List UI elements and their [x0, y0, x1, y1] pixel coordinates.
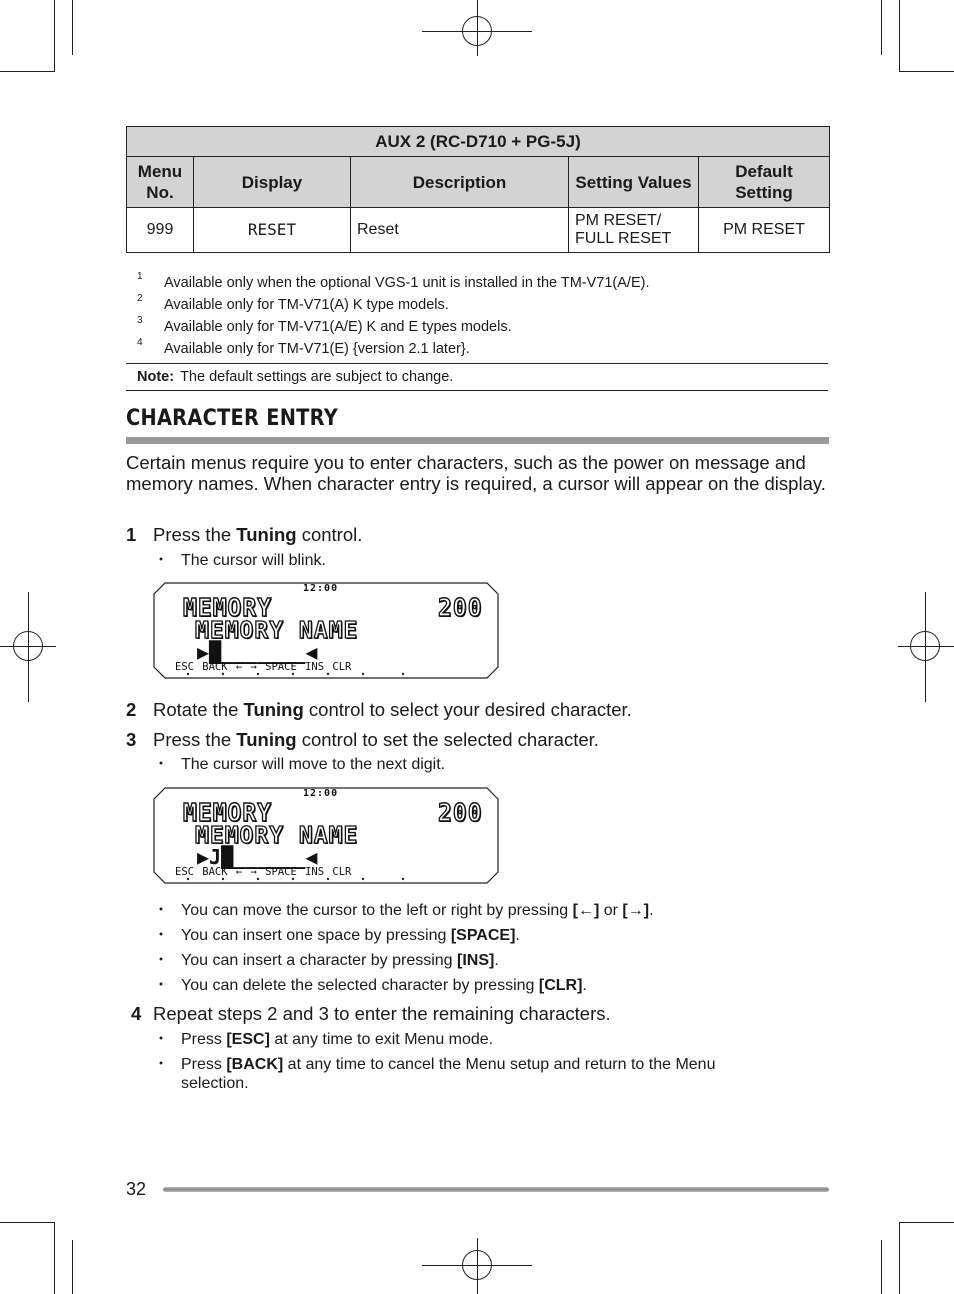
bullet-text: The cursor will blink. — [181, 552, 326, 569]
col-setting-values: Setting Values — [569, 157, 699, 208]
bullet-text — [181, 1055, 781, 1093]
footer-bar — [163, 1187, 829, 1192]
cell-default: PM RESET — [699, 208, 830, 253]
footnote-text: Available only when the optional VGS-1 unit is installed in the TM-V71(A/E). — [164, 275, 650, 291]
bullet-text — [181, 976, 811, 995]
text-post: at any time to exit Menu mode. — [269, 1031, 494, 1048]
footnote-mark: 3 — [137, 315, 143, 326]
crop-mark — [899, 0, 900, 72]
lcd-clock: 12:00 — [303, 788, 339, 799]
text-mid: or — [599, 902, 623, 919]
bullet-text: The cursor will move to the next digit. — [181, 756, 446, 773]
bullet-mark: ・ — [153, 756, 170, 773]
cell-display: RESET — [194, 208, 351, 253]
lcd-soft-keys: ESC BACK ← → SPACE INS CLR — [175, 866, 352, 878]
crop-mark — [899, 71, 954, 72]
control-name: Tuning — [236, 524, 297, 545]
right-arrow-key: [→] — [622, 902, 650, 919]
col-description: Description — [351, 157, 569, 208]
note — [126, 363, 828, 391]
crop-mark — [72, 0, 73, 55]
step-text-pre: Rotate the — [153, 699, 244, 720]
crop-mark — [899, 1222, 954, 1223]
step-text — [153, 524, 362, 546]
ins-key: [INS] — [457, 952, 495, 969]
text-post: . — [494, 952, 499, 969]
crop-mark — [881, 1240, 882, 1294]
bullet-mark: ・ — [153, 1056, 170, 1073]
registration-mark — [462, 16, 492, 46]
setting-value-2: FULL RESET — [575, 230, 672, 247]
control-name: Tuning — [243, 699, 304, 720]
section-divider — [126, 437, 829, 444]
col-menu-no: Menu No. — [127, 157, 194, 208]
bullet-text — [181, 926, 811, 945]
col-default-setting: Default Setting — [699, 157, 830, 208]
lcd-channel: 200 — [438, 799, 483, 828]
bullet-mark: ・ — [153, 902, 170, 919]
registration-mark — [13, 631, 43, 661]
footnote — [126, 294, 830, 316]
table-title: AUX 2 (RC-D710 + PG-5J) — [127, 127, 830, 157]
section-title: CHARACTER ENTRY — [126, 406, 339, 431]
step-text: Repeat steps 2 and 3 to enter the remaining characters. — [153, 1003, 611, 1024]
step-number: 1 — [126, 524, 137, 545]
step-text-post: control to select your desired character. — [303, 699, 632, 720]
step-text — [153, 729, 599, 751]
note-text: The default settings are subject to change. — [180, 369, 454, 385]
cell-menu-no: 999 — [127, 208, 194, 253]
aux2-menu-table — [126, 126, 830, 253]
footnote-text: Available only for TM-V71(A) K type models. — [164, 297, 449, 313]
text-post: . — [649, 902, 654, 919]
note-label: Note: — [137, 369, 175, 385]
text-pre: You can insert a character by pressing — [181, 952, 458, 969]
intro-paragraph: Certain menus require you to enter characters, such as the power on message and memory names. When character entry is required, a cursor will appear on the display. — [126, 452, 826, 494]
footnote-mark: 2 — [137, 293, 143, 304]
lcd-entry-field: ▶█_______◀ — [197, 640, 318, 664]
step-number: 2 — [126, 699, 137, 720]
clr-key: [CLR] — [538, 977, 583, 994]
step-text-pre: Press the — [153, 729, 237, 750]
lcd-channel: 200 — [438, 594, 483, 623]
crop-mark — [899, 1222, 900, 1294]
text-post: . — [515, 927, 520, 944]
crop-mark — [72, 1240, 73, 1294]
text-pre: You can delete the selected character by pressing — [181, 977, 539, 994]
footnote — [126, 338, 830, 360]
footnote-text: Available only for TM-V71(E) {version 2.1 later}. — [164, 341, 470, 357]
table-row — [127, 208, 830, 253]
footnote-text: Available only for TM-V71(A/E) K and E types models. — [164, 319, 512, 335]
lcd-display-2 — [153, 787, 499, 884]
lcd-display-1 — [153, 582, 499, 679]
crop-mark — [0, 71, 55, 72]
page-number: 32 — [126, 1179, 147, 1199]
bullet-text — [181, 901, 811, 920]
text-post: at any time to cancel the Menu setup and return to the Menu selection. — [181, 1056, 716, 1092]
left-arrow-key: [←] — [572, 902, 600, 919]
lcd-item-name: MEMORY NAME — [195, 823, 359, 849]
text-pre: Press — [181, 1056, 227, 1073]
crop-mark — [54, 0, 55, 72]
lcd-clock: 12:00 — [303, 583, 339, 594]
bullet-text — [181, 951, 811, 970]
crop-mark — [0, 1222, 55, 1223]
bullet-mark: ・ — [153, 977, 170, 994]
bullet-mark: ・ — [153, 927, 170, 944]
crop-mark — [881, 0, 882, 55]
bullet-mark: ・ — [153, 952, 170, 969]
bullet-mark: ・ — [153, 552, 170, 569]
lcd-soft-keys: ESC BACK ← → SPACE INS CLR — [175, 661, 352, 673]
registration-mark — [910, 631, 940, 661]
text-pre: You can insert one space by pressing — [181, 927, 451, 944]
step-number: 3 — [126, 729, 137, 750]
crop-mark — [54, 1222, 55, 1294]
bullet-text — [181, 1030, 811, 1049]
control-name: Tuning — [236, 729, 297, 750]
footnote-mark: 1 — [137, 271, 143, 282]
footnotes — [126, 272, 830, 360]
lcd-entry-field: ▶J█______◀ — [197, 845, 318, 869]
step-text-pre: Press the — [153, 524, 237, 545]
text-post: . — [582, 977, 587, 994]
cell-description: Reset — [351, 208, 569, 253]
step-text — [153, 699, 632, 721]
step-text-post: control to set the selected character. — [296, 729, 599, 750]
col-display: Display — [194, 157, 351, 208]
footnote-mark: 4 — [137, 337, 143, 348]
footnote — [126, 272, 830, 294]
cell-setting-values — [569, 208, 699, 253]
setting-value-1: PM RESET/ — [575, 212, 662, 229]
text-pre: Press — [181, 1031, 227, 1048]
footnote — [126, 316, 830, 338]
lcd-item-name: MEMORY NAME — [195, 618, 359, 644]
step-text-post: control. — [296, 524, 363, 545]
lcd-menu-title: MEMORY — [183, 799, 273, 828]
step-number: 4 — [131, 1003, 142, 1024]
text-pre: You can move the cursor to the left or right by pressing — [181, 902, 573, 919]
bullet-mark: ・ — [153, 1031, 170, 1048]
back-key: [BACK] — [226, 1056, 284, 1073]
space-key: [SPACE] — [450, 927, 516, 944]
registration-mark — [462, 1250, 492, 1280]
esc-key: [ESC] — [226, 1031, 270, 1048]
lcd-menu-title: MEMORY — [183, 594, 273, 623]
